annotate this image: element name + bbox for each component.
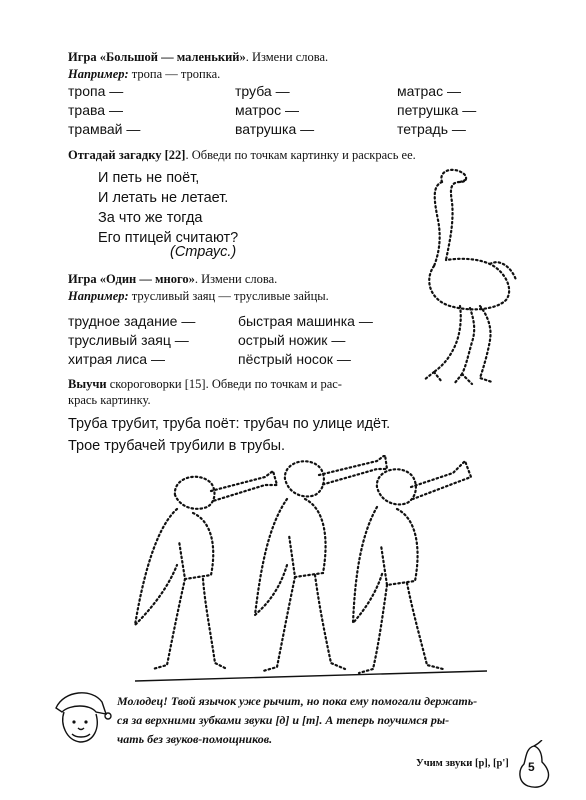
game2-word: трусливый заяц — (68, 332, 189, 348)
gnome-icon (48, 684, 112, 748)
tongue-line: Трое трубачей трубили в трубы. (68, 438, 286, 454)
game1-word: тетрадь — (397, 121, 466, 137)
note-line: ся за верхними зубками звуки [д] и [т]. А теперь поучимся ры- (117, 713, 450, 727)
tongue-title-line2: крась картинку. (68, 393, 151, 407)
page-number: 5 (528, 760, 535, 774)
note-line: Молодец! Твой язычок уже рычит, но пока ему помогали держать- (117, 694, 478, 708)
riddle-answer: (Страус.) (170, 244, 237, 260)
game1-word: матрас — (397, 83, 461, 99)
note-line: чать без звуков-помощников. (117, 732, 273, 746)
game1-word: петрушка — (397, 102, 477, 118)
game1-word: трава — (68, 102, 123, 118)
game2-word: быстрая машинка — (238, 313, 373, 329)
game2-word: острый ножик — (238, 332, 346, 348)
tongue-title: Выучи скороговорки [15]. Обведи по точкам и рас- (68, 377, 342, 391)
riddle-line: Его птицей считают? (98, 230, 239, 246)
footer-caption: Учим звуки [р], [р'] (416, 758, 509, 769)
game1-word: трамвай — (68, 121, 141, 137)
riddle-title: Отгадай загадку [22]. Обведи по точкам картинку и раскрась ее. (68, 148, 416, 162)
game1-title: Игра «Большой — маленький». Измени слова. (68, 50, 329, 64)
trumpeters-dotted-drawing (115, 455, 495, 690)
game2-word: хитрая лиса — (68, 351, 165, 367)
tongue-twisters (68, 413, 390, 457)
game2-word: трудное задание — (68, 313, 196, 329)
game1-word: тропа — (68, 83, 124, 99)
ostrich-dotted-drawing (420, 160, 530, 400)
riddle-text (98, 168, 238, 248)
game1-word: матрос — (235, 102, 299, 118)
tongue-line: Труба трубит, труба поёт: трубач по улице идёт. (68, 416, 391, 432)
riddle-line: За что же тогда (98, 210, 203, 226)
riddle-line: И летать не летает. (98, 190, 229, 206)
game2-title: Игра «Один — много». Измени слова. (68, 272, 278, 286)
game2-word: пёстрый носок — (238, 351, 351, 367)
riddle-line: И петь не поёт, (98, 170, 200, 186)
game1-word: труба — (235, 83, 290, 99)
game2-example: Например: трусливый заяц — трусливые зайцы. (68, 289, 329, 303)
game1-word: ватрушка — (235, 121, 315, 137)
praise-note (117, 692, 477, 749)
game1-example: Например: тропа — тропка. (68, 67, 221, 81)
